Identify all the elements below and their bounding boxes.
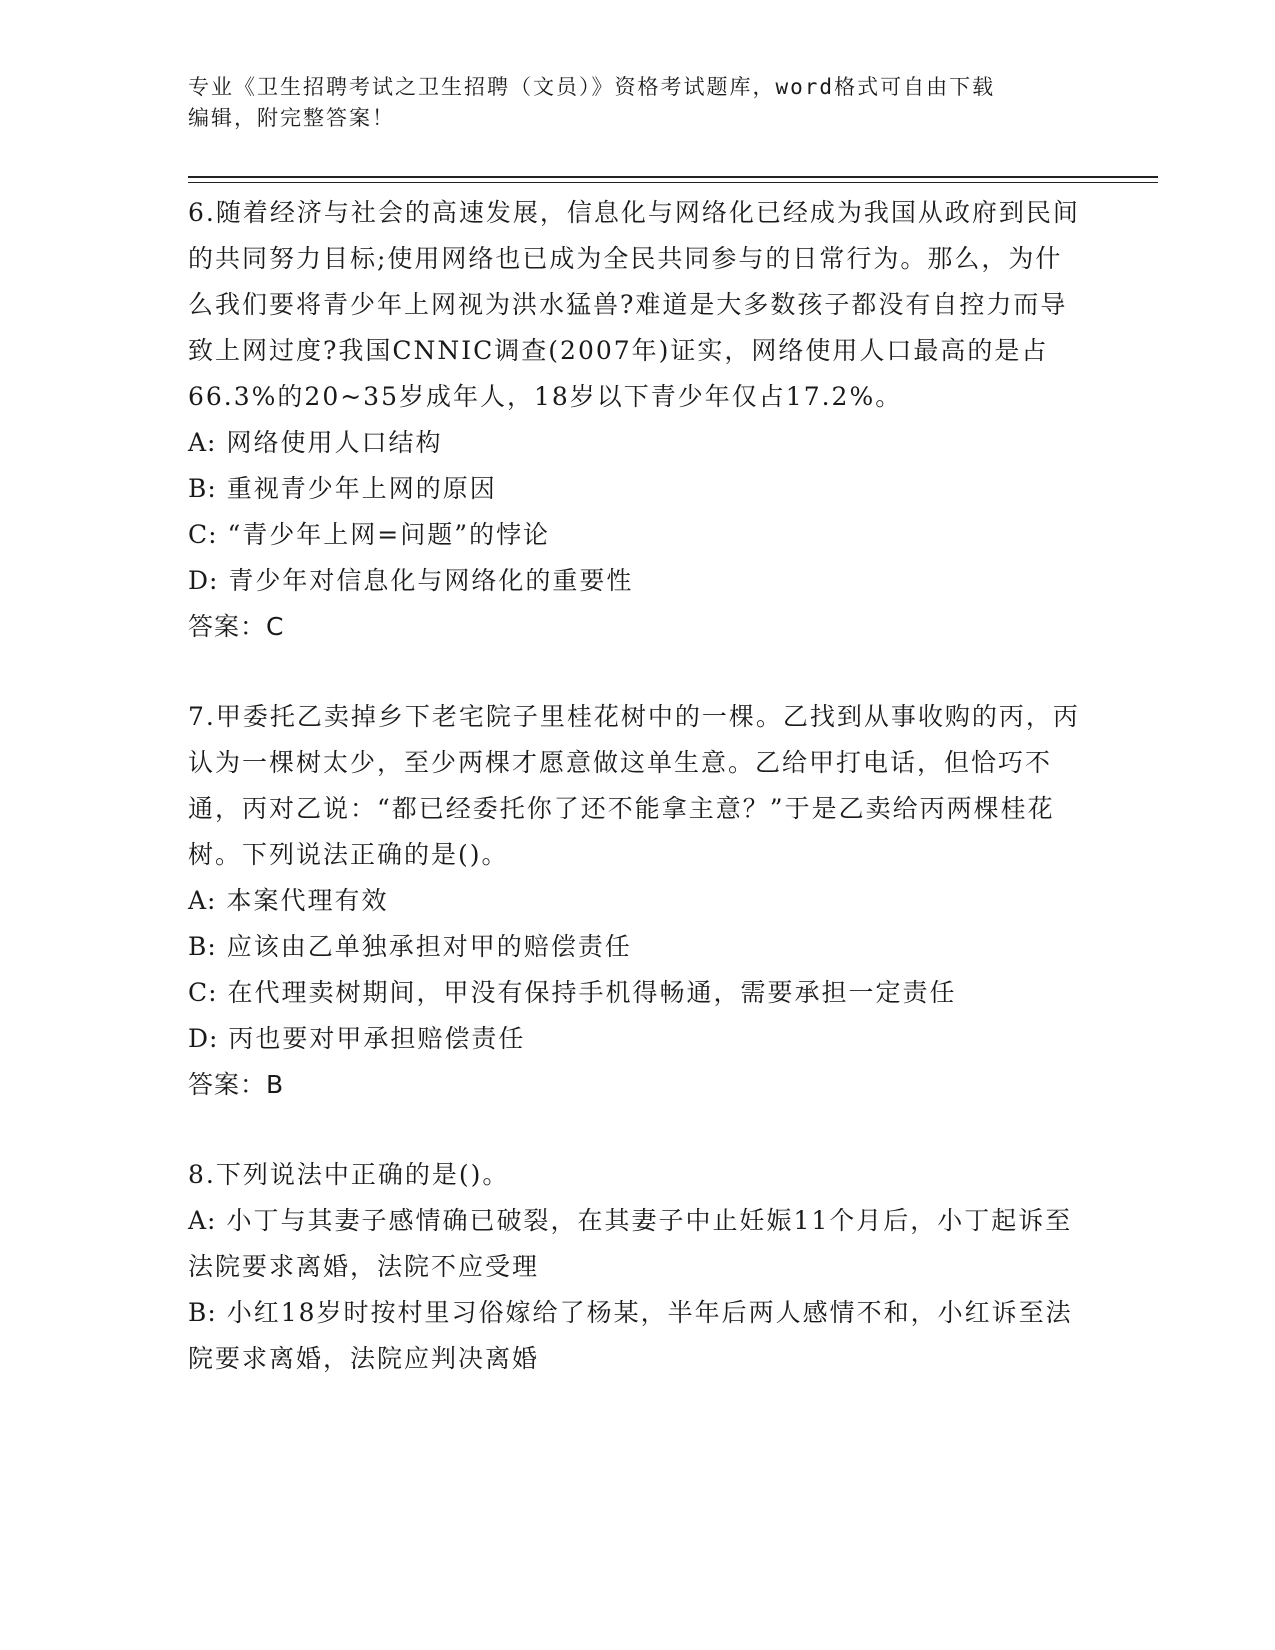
option-b: B: 应该由乙单独承担对甲的赔偿责任	[188, 932, 632, 961]
option-a: A: 网络使用人口结构	[188, 428, 443, 457]
header-line-1: 专业《卫生招聘考试之卫生招聘（文员）》资格考试题库，word格式可自由下载	[188, 75, 996, 99]
option-d: D: 青少年对信息化与网络化的重要性	[188, 566, 634, 595]
question-stem: 6.随着经济与社会的高速发展，信息化与网络化已经成为我国从政府到民间的共同努力目标;使用网络也已成为全民共同参与的日常行为。那么，为什么我们要将青少年上网视为洪水猛兽?难道是大多数孩子都没有自控力而导致上网过度?我国CNNIC调查(2007年)证实，网络使用人口最高的是占66.3%的20~35岁成年人，18岁以下青少年仅占17.2%。	[188, 198, 1080, 411]
spacer	[188, 1108, 1088, 1152]
option-c: C: “青少年上网=问题”的悖论	[188, 520, 551, 549]
header-line-2: 编辑，附完整答案！	[188, 106, 395, 130]
option-d: D: 丙也要对甲承担赔偿责任	[188, 1024, 526, 1053]
header-rule-thick	[188, 176, 1158, 178]
option-b: B: 小红18岁时按村里习俗嫁给了杨某，半年后两人感情不和，小红诉至法院要求离婚，法院应判决离婚	[188, 1298, 1073, 1373]
document-header	[188, 72, 1088, 134]
question-6	[188, 190, 1088, 650]
question-stem: 7.甲委托乙卖掉乡下老宅院子里桂花树中的一棵。乙找到从事收购的丙，丙认为一棵树太少，至少两棵才愿意做这单生意。乙给甲打电话，但恰巧不通，丙对乙说：“都已经委托你了还不能拿主意？”于是乙卖给丙两棵桂花树。下列说法正确的是()。	[188, 702, 1080, 869]
spacer	[188, 650, 1088, 694]
answer: 答案：B	[188, 1070, 285, 1099]
option-a: A: 本案代理有效	[188, 886, 389, 915]
header-rule-thin	[188, 182, 1158, 183]
question-7	[188, 694, 1088, 1108]
answer: 答案：C	[188, 612, 285, 641]
option-b: B: 重视青少年上网的原因	[188, 474, 497, 503]
question-list	[188, 190, 1088, 1382]
question-stem: 8.下列说法中正确的是()。	[188, 1160, 510, 1189]
option-a: A: 小丁与其妻子感情确已破裂，在其妻子中止妊娠11个月后，小丁起诉至法院要求离婚，法院不应受理	[188, 1206, 1073, 1281]
option-c: C: 在代理卖树期间，甲没有保持手机得畅通，需要承担一定责任	[188, 978, 957, 1007]
question-8	[188, 1152, 1088, 1382]
